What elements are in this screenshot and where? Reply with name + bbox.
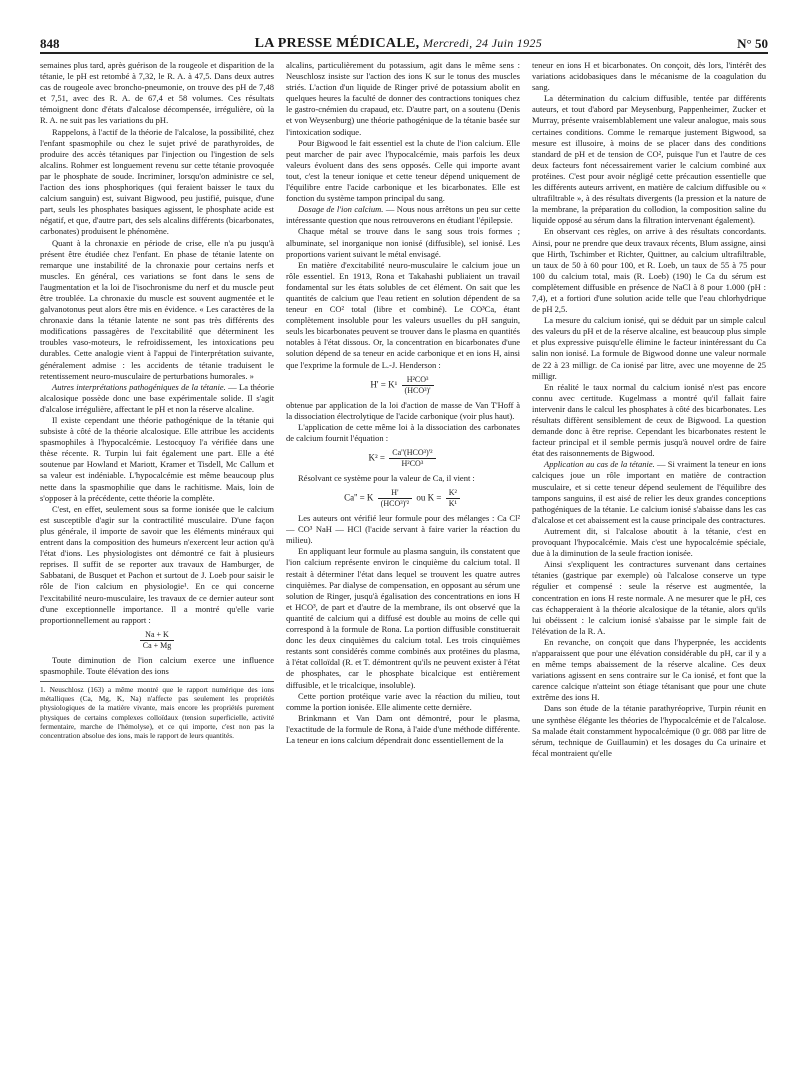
fraction <box>446 488 460 509</box>
paragraph: Rappelons, à l'actif de la théorie de l'alcalose, la possibilité, chez l'enfant spasmophile ou chez le sujet privé de parathyroïdes, de produire des accès tétaniques par l'injection ou l'ingestion de sels alcalins. Rohmer est longuement revenu sur cette tétanie provoquée par le phosphate de soude. Incriminer, lorsqu'on administre ce sel, l'action des ions phosphoriques (qui feraient baisser le taux du calcium sanguin) est, suivant Bigwood, peu justifié, puisque, d'une part, seuls les phosphates basiques agissent, le phosphate acide est négatif, et que, d'autre part, des sels alcalins différents (bicarbonates, carbonates) produisent le phénomène. <box>40 126 274 237</box>
paragraph: semaines plus tard, après guérison de la rougeole et disparition de la tétanie, le pH est retombé à 7,32, le R. A. à 47,5. Dans deux autres cas de rougeole avec broncho-pneumonie, on trouve des pH de 7,48 et 7,51, avec des R. A. de 67,4 et 58 volumes. Ces résultats témoignent donc d'états d'alcalose décompensée, irrégulière, où la R. A. ne suit pas les variations du pH. <box>40 60 274 126</box>
paragraph-text: — La théorie alcalosique possède donc une base expérimentale solide. Il s'agit d'alcalose irrégulière, affectant le pH et non la réserve alcaline. <box>40 381 274 414</box>
paragraph: Toute diminution de l'ion calcium exerce une influence spasmophile. Toute élévation des ions <box>40 654 274 676</box>
paragraph: Ainsi s'expliquent les contractures survenant dans certaines tétanies (gastrique par exemple) où l'alcalose conserve un type régulier et compensé : seule la réserve est augmentée, la concentration en ions H reste normale. A ne mesurer que le pH, ces cas échapperaient à la théorie alcalosique de la tétanie, alors qu'ils lui obéissent : le calcium ionisé s'abaisse par le simple fait de l'élévation de la R. A. <box>532 559 766 636</box>
paragraph: Brinkmann et Van Dam ont démontré, pour le plasma, l'exactitude de la formule de Rona, à l'aide d'une méthode différente. La teneur en ions calcium dépendrait donc essentiellement de la <box>286 712 520 745</box>
numerator: H²CO³ <box>402 375 434 386</box>
paragraph: Cette portion protéique varie avec la réaction du milieu, tout comme la portion ionisée. Elle alimente cette dernière. <box>286 690 520 712</box>
fraction <box>402 375 434 396</box>
column-3 <box>532 60 766 1070</box>
formula-mid: ou K = <box>416 492 442 503</box>
paragraph: Quant à la chronaxie en période de crise, elle n'a pu jusqu'à présent être étudiée chez l'enfant. En phase de tétanie latente on remarque une instabilité de la chronaxie pour certains nerfs et muscles. En général, ces variations se font dans le sens de l'augmentation et la loi de l'isochronisme du nerf et du muscle peut être troublée. La chronaxie du muscle est souvent augmentée et le galvanotonus peut alors être mis en évidence. « Les caractères de la chronaxie dans la tétanie latente ne sont pas très différents des modifications passagères de l'excitabilité que déterminent les troubles vaso-moteurs, le refroidissement, les intoxications peu durables. Cette analogie vient à l'appui de l'interprétation suivante, généralement admise : les accidents de tétanie traduisent le retentissement neuro-musculaire de perturbations humorales. » <box>40 237 274 381</box>
paragraph <box>532 459 766 526</box>
paragraph: En matière d'excitabilité neuro-musculaire le calcium joue un rôle essentiel. En 1913, Rona et Takahashi publiaient un travail fondamental sur les états solubles de cet élément. On sait que les quantités de calcium que l'eau retient en solution dépendent de sa teneur en CO² total (libre et combiné). Le CO³Ca, étant complètement insoluble pour les valeurs usuelles du pH sanguin, seuls les bicarbonates peuvent se trouver dans le plasma en quantités notables à l'état dissous. Or, la concentration en bicarbonates d'une solution dépend de sa teneur en acide carbonique et en ions H, ainsi que l'exprime la formule de L.-J. Henderson : <box>286 259 520 370</box>
denominator: (HCO³)' <box>404 385 431 395</box>
numerator: K² <box>446 488 460 499</box>
paragraph: Il existe cependant une théorie pathogénique de la tétanie qui subsiste à côté de la théorie alcalosique. Elle attribue les accidents spasmophiles à l'hypocalcémie. Lestocquoy l'a vérifiée dans une thèse récente. R. Turpin lui fait également une part. Elle a été soutenue par Howland et Mariott, Kramer et Tisdell, Mc Callum et sa valeur est indéniable. L'hypocalcémie est même beaucoup plus nette dans la spasmophilie que dans le rachitisme. Mais, loin de s'opposer à la précédente, cette théorie la complète. <box>40 415 274 503</box>
issue-date: Mercredi, 24 Juin 1925 <box>422 36 543 50</box>
henderson-formula <box>286 375 520 396</box>
paragraph <box>286 204 520 226</box>
section-heading: Application au cas de la tétanie. <box>544 459 655 470</box>
paragraph: alcalins, particulièrement du potassium, agit dans le même sens : Neuschlosz insiste sur l'action des ions K sur le tonus des muscles striés. L'action d'un liquide de Ringer privé de potassium abolit en quelques heures la faculté de donner des contractions toniques chez le gastro-cnémien du crapaud, etc. D'autre part, on a soutenu (Denis et von Weysenburg) une théorie pathogénique de la tétanie basée sur l'intoxication sodique. <box>286 60 520 137</box>
column-2 <box>286 60 520 1070</box>
calcium-formula <box>286 488 520 509</box>
issue-number: N° 50 <box>737 36 768 51</box>
page-number: 848 <box>40 36 60 51</box>
paragraph-text: — Nous nous arrêtons un peu sur cette intéressante question que nous retrouverons en étudiant l'épilepsie. <box>286 204 520 226</box>
paragraph: En observant ces règles, on arrive à des résultats concordants. Ainsi, pour ne prendre que deux travaux récents, Blum assigne, ainsi que Hirth, Tschimber et Richter, Quittner, au calcium ultrafiltrable, un taux de 50 à 60 pour 100, et R. Loeb, un taux de 55 à 75 pour 100 du calcium total, mais (R. Loeb) (190) le Ca du sérum est complètement diffusible en présence de NaCl à 8 pour 1.000 (pH : 7,4), et a fortiori d'une solution acide telle que l'eau chlorhydrique de pH 2,5. <box>532 226 766 315</box>
paragraph: Autrement dit, si l'alcalose aboutit à la tétanie, c'est en provoquant l'hypocalcémie. Mais c'est une hypocalcémie spéciale, due à la diminution de la seule fraction ionisée. <box>532 525 766 559</box>
paragraph: En réalité le taux normal du calcium ionisé n'est pas encore connu avec certitude. Kugelmass a montré qu'il fallait faire intervenir dans le calcul les phosphates à côté des bicarbonates. Les résultats diffèrent sensiblement de ceux de Bigwood. La question demande donc à être reprise. Cependant les bicarbonates restent le facteur principal et il semble permis jusqu'à nouvel ordre de faire état des raisonnements de Bigwood. <box>532 381 766 459</box>
running-header <box>40 30 768 54</box>
paragraph: La détermination du calcium diffusible, tentée par différents auteurs, et tout d'abord par Meysenburg, Pappenheimer, Zucker et Murray, présente vraisemblablement une valeur analogue, mais sous certaines conditions. Comme le remarque justement Bigwood, sa mesure est illusoire, à moins de se placer dans des conditions standard de pH et de tension de CO², puisque l'un et l'autre de ces deux facteurs font nécessairement varier le calcium combiné aux protéines. C'est pour avoir négligé cette précaution essentielle que les différents auteurs arrivent, en matière de calcium diffusible ou « ultrafiltrable », à des résultats divergents (la pression et la nature de la membrane, la préparation du collodion, la composition saline du liquide opposé au sérum dans la filtration intervenant également). <box>532 93 766 226</box>
dissociation-formula <box>286 448 520 469</box>
paragraph: La mesure du calcium ionisé, qui se déduit par un simple calcul des valeurs du pH et de la réserve alcaline, est beaucoup plus simple et plus expressive puisqu'elle élimine le facteur inintéressant du Ca salin non ionisé. La formule de Bigwood donne une valeur normale de 22 à 23 milligr. de Ca ionisé par litre, avec une moyenne de 25 milligr. <box>532 315 766 381</box>
paragraph <box>40 382 274 415</box>
paragraph: Résolvant ce système pour la valeur de Ca, il vient : <box>298 473 475 483</box>
paragraph: C'est, en effet, seulement sous sa forme ionisée que le calcium est susceptible d'agir sur la contractilité musculaire. D'une façon plus générale, il importe de savoir que les éléments minéraux qui entrent dans la composition des humeurs n'exercent leur action qu'à l'état d'ions. Les physiologistes ont démontré ce fait à plusieurs reprises. Il suffit de se reporter aux travaux de Hamburger, de Sabbatani, de Busquet et Pachon et surtout de J. Loeb pour saisir le rôle de l'ion calcium en physiologie¹. En ce qui concerne l'excitabilité neuro-musculaire, les travaux de ce dernier auteur sont d'une exceptionnelle importance. Il a montré qu'elle varie proportionnellement au rapport : <box>40 503 274 625</box>
paragraph: Dans son étude de la tétanie parathyréoprive, Turpin réunit en une synthèse élégante les théories de l'hypocalcémie et de l'alcalose. Sa malade était constamment hypocalcémique (0 gr. 088 par litre de sérum, technique de Guillaumin) et les dosages du Ca urinaire et fécal montraient qu'elle <box>532 703 766 758</box>
numerator: Na + K <box>140 630 175 641</box>
numerator: Ca''(HCO³)'² <box>389 448 435 459</box>
denominator: K¹ <box>448 499 457 509</box>
numerator: H' <box>378 488 412 499</box>
paragraph: obtenue par application de la loi d'action de masse de Van T'Hoff à la dissociation électrolytique de l'acide carbonique (voir plus haut). <box>286 399 520 421</box>
paragraph: L'application de cette même loi à la dissociation des carbonates de calcium fournit l'équation : <box>286 421 520 443</box>
formula-lhs: Ca'' = K <box>344 492 374 503</box>
column-1 <box>40 60 274 1070</box>
paragraph: Chaque métal se trouve dans le sang sous trois formes ; albuminate, sel inorganique non ionisé (diffusible), sel ionisé. Les proportions varient suivant le métal envisagé. <box>286 226 520 259</box>
journal-name: LA PRESSE MÉDICALE, <box>254 36 420 51</box>
paragraph-text: — Si vraiment la teneur en ions calciques joue un rôle important en matière de contraction musculaire, et si cette teneur dépend seulement de l'équilibre des tampons sanguins, il est aisé de relier les deux grandes conceptions pathogéniques de la tétanie. Le calcium ionisé s'abaisse dans les cas d'alcalose et cet abaissement est la cause principale des contractures. <box>532 459 766 525</box>
ratio-formula <box>40 630 274 651</box>
fraction <box>389 448 435 469</box>
section-heading: Autres interprétations pathogéniques de la tétanie. <box>52 381 226 392</box>
paragraph: Les auteurs ont vérifié leur formule pour des mélanges : Ca Cl² — CO³ NaH — HCl (l'acide servant à faire varier la réaction du milieu). <box>286 513 520 546</box>
footnote: 1. Neuschlosz (163) a même montré que le rapport numérique des ions métalliques (Ca, Mg, K, Na) n'affecte pas seulement les propriétés physiologiques de la matière vivante, mais encore les propriétés purement physiques de certains complexes colloïdaux (tension superficielle, activité fermentaire, marche de l'hémolyse), et ce qui importe, c'est non pas la concentration absolue des ions, mais le rapport de leurs quantités. <box>40 681 274 740</box>
formula-lhs: H' = K¹ <box>370 379 398 390</box>
fraction <box>378 488 412 509</box>
fraction <box>140 630 175 651</box>
denominator: (HCO³)'² <box>380 499 410 509</box>
article-body <box>40 60 770 1070</box>
journal-title <box>255 35 542 52</box>
formula-lhs: K² = <box>368 452 386 463</box>
paragraph: teneur en ions H et bicarbonates. On conçoit, dès lors, l'intérêt des variations acidobasiques dans le mécanisme de la coagulation du sang. <box>532 60 766 93</box>
paragraph: En revanche, on conçoit que dans l'hyperpnée, les accidents n'apparaissent que pour une élévation considérable du pH, car il y a en même temps abaissement de la réserve alcaline. Ces deux variations agissent en sens contraire sur le Ca ionisé, et font que la carence calcique n'atteint son étiage tétanisant que pour une chute extrême des ions H. <box>532 636 766 703</box>
paragraph: En appliquant leur formule au plasma sanguin, ils constatent que l'ion calcium représente environ le cinquième du calcium total. Il restait à déterminer l'état dans lequel se trouvent les quatre autres cinquièmes. Par dialyse de compensation, en opposant au sérum une solution de Ringer, jusqu'à égalisation des concentrations en ions H et HCO³, de part et d'autre de la membrane, ils ont observé que la quantité de calcium qui a diffusé est double au moins de celle qui correspond à la formule de Rona. La portion diffusible constituerait donc les deux cinquièmes du calcium total. Les trois cinquièmes restants sont considérés comme combinés aux protéines du plasma, à l'état colloïdal (R. et T. démontrent qu'ils ne peuvent exister à l'état de phosphates, car le phosphate bicalcique est entièrement diffusible, et le tricalcique, insoluble). <box>286 546 520 690</box>
denominator: H²CO³ <box>401 459 424 468</box>
denominator: Ca + Mg <box>142 640 172 650</box>
paragraph: Pour Bigwood le fait essentiel est la chute de l'ion calcium. Elle peut marcher de pair avec l'hypocalcémie, mais parfois les deux valeurs évoluent dans des sens opposés. Celle qui importe avant tout, c'est la teneur ionique et cette teneur dépend uniquement de l'équilibre entre l'acide carbonique et les bicarbonates. Elle est fonction du système tampon principal du sang. <box>286 137 520 204</box>
section-heading: Dosage de l'ion calcium. <box>298 204 384 215</box>
